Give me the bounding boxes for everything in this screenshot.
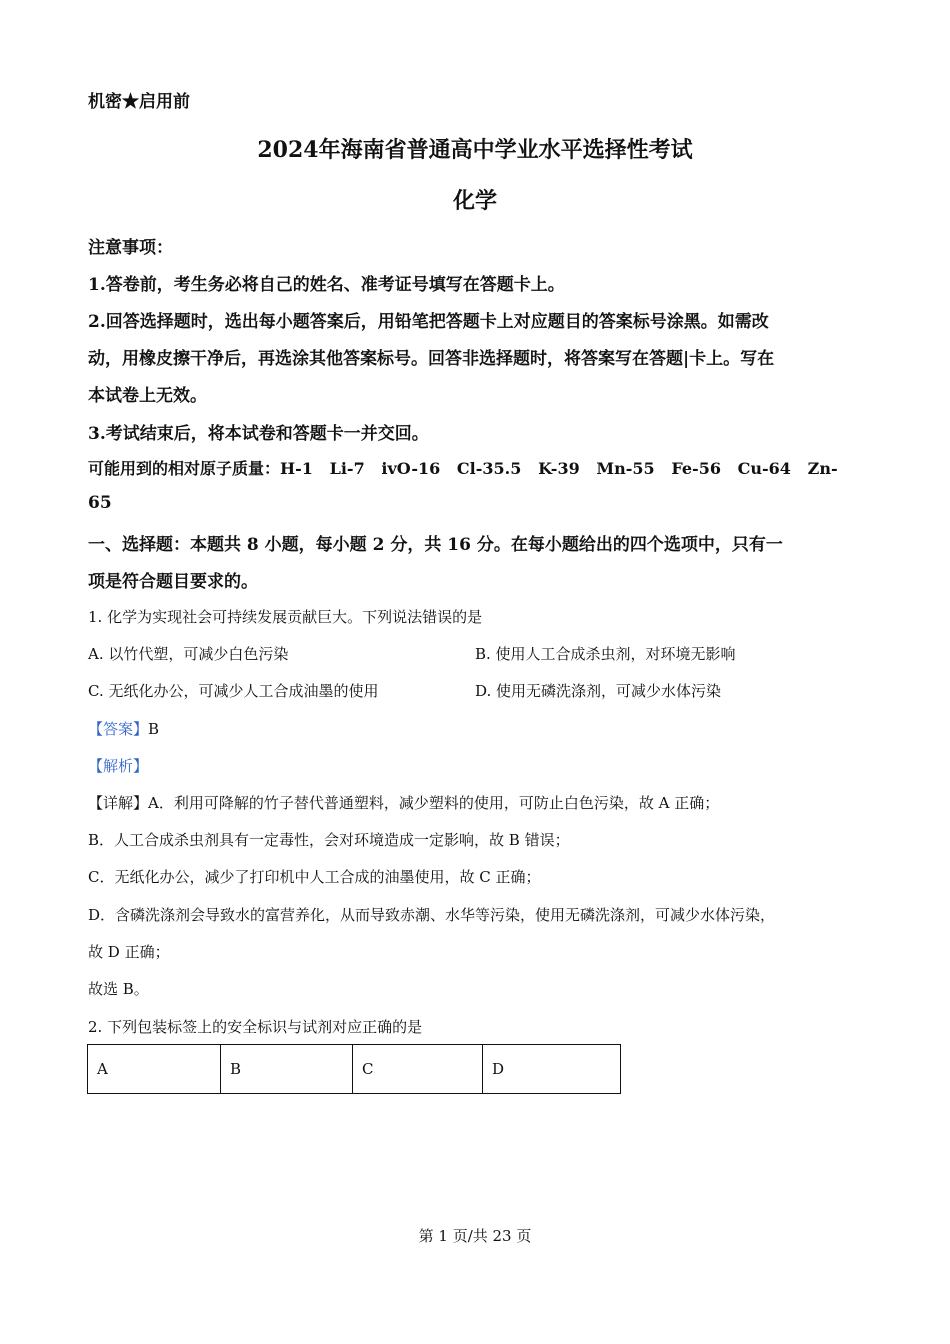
table-row <box>88 1045 621 1094</box>
subject-title: 化学 <box>452 188 497 214</box>
answer-tag: 【答案】 <box>88 720 149 738</box>
notice-item-1: 1.答卷前，考生务必将自己的姓名、准考证号填写在答题卡上。 <box>88 275 565 295</box>
page-footer: 第 1 页/共 23 页 <box>418 1227 532 1245</box>
q1-detail-d-line-1: D．含磷洗涤剂会导致水的富营养化，从而导致赤潮、水华等污染，使用无磷洗涤剂，可减少水体污染， <box>88 906 776 924</box>
analysis-tag: 【解析】 <box>88 757 149 775</box>
exam-title: 2024年海南省普通高中学业水平选择性考试 <box>257 137 693 163</box>
notice-item-2-line-1: 2.回答选择题时，选出每小题答案后，用铅笔把答题卡上对应题目的答案标号涂黑。如需改 <box>88 312 769 332</box>
atomic-mass-line-1: 可能用到的相对原子质量：H-1 Li-7 ivO-16 Cl-35.5 K-39 Mn-55 Fe-56 Cu-64 Zn- <box>88 459 838 478</box>
notice-item-2-line-2: 动，用橡皮擦干净后，再选涂其他答案标号。回答非选择题时，将答案写在答题|卡上。写在 <box>88 349 775 369</box>
atomic-mass-line-2: 65 <box>88 493 112 513</box>
detail-a-text: A．利用可降解的竹子替代普通塑料，减少塑料的使用，可防止白色污染，故 A 正确； <box>148 794 720 812</box>
q1-conclusion: 故选 B。 <box>88 980 149 998</box>
notice-heading: 注意事项： <box>88 238 173 258</box>
answer-value: B <box>148 720 160 738</box>
q2-option-table <box>87 1044 621 1094</box>
table-cell-a: A <box>88 1045 221 1094</box>
detail-tag: 【详解】 <box>88 794 149 812</box>
q1-option-b: B. 使用人工合成杀虫剂，对环境无影响 <box>475 645 736 663</box>
q1-detail-d-line-2: 故 D 正确； <box>88 943 170 961</box>
q1-detail-c: C．无纸化办公，减少了打印机中人工合成的油墨使用，故 C 正确； <box>88 868 541 886</box>
table-cell-b: B <box>221 1045 353 1094</box>
table-cell-d: D <box>483 1045 621 1094</box>
q2-stem: 2. 下列包装标签上的安全标识与试剂对应正确的是 <box>88 1018 423 1036</box>
notice-item-2-line-3: 本试卷上无效。 <box>88 386 207 406</box>
q1-detail-b: B．人工合成杀虫剂具有一定毒性，会对环境造成一定影响，故 B 错误； <box>88 831 570 849</box>
q1-answer <box>88 718 159 739</box>
table-cell-c: C <box>353 1045 483 1094</box>
notice-item-3: 3.考试结束后，将本试卷和答题卡一并交回。 <box>88 424 429 444</box>
secret-label: 机密★启用前 <box>88 92 190 112</box>
q1-detail-a <box>88 792 719 813</box>
q1-option-c: C. 无纸化办公，可减少人工合成油墨的使用 <box>88 682 379 700</box>
section-heading-line-2: 项是符合题目要求的。 <box>88 572 258 592</box>
q1-option-a: A. 以竹代塑，可减少白色污染 <box>88 645 289 663</box>
q1-option-d: D. 使用无磷洗涤剂，可减少水体污染 <box>475 682 722 700</box>
q1-stem: 1. 化学为实现社会可持续发展贡献巨大。下列说法错误的是 <box>88 608 483 626</box>
section-heading-line-1: 一、选择题：本题共 8 小题，每小题 2 分，共 16 分。在每小题给出的四个选项中，只有一 <box>88 535 783 555</box>
